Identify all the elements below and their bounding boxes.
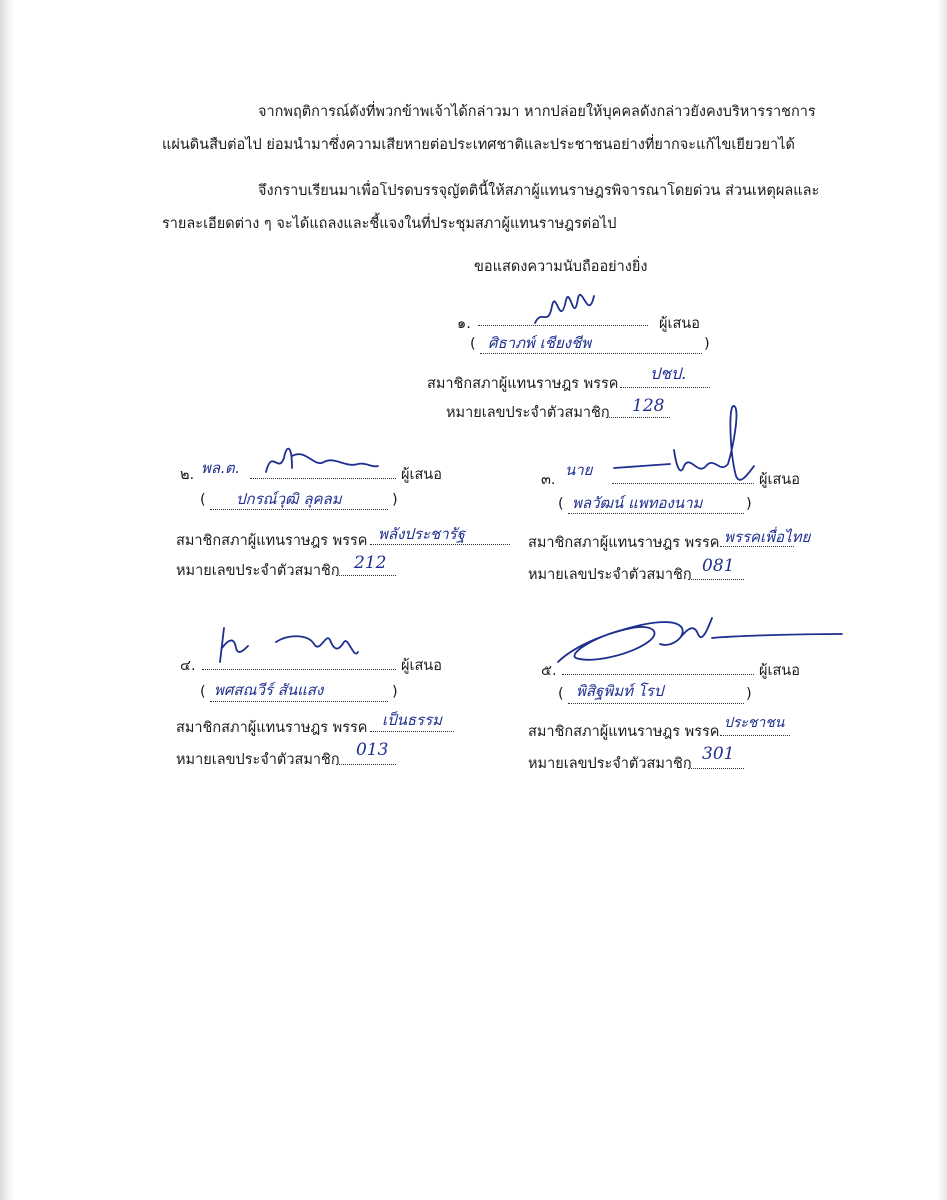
signer-4-member-no: 013 [356, 740, 389, 760]
signature-2 [262, 438, 382, 482]
signer-2-name: ปกรณ์วุฒิ ลุคลม [236, 490, 342, 508]
signer-1-member-no: 128 [632, 396, 665, 416]
signer-1-index: ๑. [457, 316, 471, 332]
signer-4-party-label: สมาชิกสภาผู้แทนราษฎร พรรค [176, 720, 368, 736]
signature-line [202, 669, 396, 670]
signer-5-party-label: สมาชิกสภาผู้แทนราษฎร พรรค [528, 724, 720, 740]
signer-5-name: พิสิฐพิมท์ โรป [576, 682, 664, 700]
signer-2-number-label: หมายเลขประจำตัวสมาชิก [176, 563, 340, 579]
signer-1-proposer-label: ผู้เสนอ [659, 316, 700, 332]
open-paren: ( [470, 336, 476, 352]
signer-2-index: ๒. [180, 467, 195, 483]
signer-3-party-label: สมาชิกสภาผู้แทนราษฎร พรรค [528, 535, 720, 551]
signer-2-party-label: สมาชิกสภาผู้แทนราษฎร พรรค [176, 533, 368, 549]
signer-3-party: พรรคเพื่อไทย [724, 528, 811, 546]
signer-3-prefix: นาย [565, 461, 593, 479]
page-shadow-right [937, 0, 947, 1200]
number-line [336, 764, 396, 765]
signer-2-member-no: 212 [354, 553, 387, 573]
signer-3-member-no: 081 [702, 556, 735, 576]
paragraph-1-line-1: จากพฤติการณ์ดังที่พวกข้าพเจ้าได้กล่าวมา หากปล่อยให้บุคคลดังกล่าวยังคงบริหารราชการ [258, 104, 816, 120]
signer-5-proposer-label: ผู้เสนอ [759, 663, 800, 679]
paragraph-1-line-2: แผ่นดินสืบต่อไป ย่อมนำมาซึ่งความเสียหายต่อประเทศชาติและประชาชนอย่างที่ยากจะแก้ไขเยียวยาได้ [162, 137, 795, 153]
signature-4 [218, 622, 368, 666]
signer-3-index: ๓. [541, 472, 556, 488]
party-line [720, 735, 790, 736]
signer-1-party-label: สมาชิกสภาผู้แทนราษฎร พรรค [427, 376, 619, 392]
signer-5-member-no: 301 [702, 744, 735, 764]
close-paren: ) [392, 492, 398, 508]
signer-3-number-label: หมายเลขประจำตัวสมาชิก [528, 567, 692, 583]
open-paren: ( [558, 496, 564, 512]
signer-3-proposer-label: ผู้เสนอ [759, 472, 800, 488]
open-paren: ( [200, 492, 206, 508]
closing-salutation: ขอแสดงความนับถืออย่างยิ่ง [474, 259, 648, 275]
close-paren: ) [704, 336, 710, 352]
number-line [688, 579, 744, 580]
signer-4-number-label: หมายเลขประจำตัวสมาชิก [176, 752, 340, 768]
signer-5-number-label: หมายเลขประจำตัวสมาชิก [528, 756, 692, 772]
number-line [336, 575, 396, 576]
party-line [620, 387, 710, 388]
close-paren: ) [746, 496, 752, 512]
open-paren: ( [558, 686, 564, 702]
paragraph-2-line-1: จึงกราบเรียนมาเพื่อโปรดบรรจุญัตตินี้ให้สภาผู้แทนราษฎรพิจารณาโดยด่วน ส่วนเหตุผลและ [258, 183, 820, 199]
close-paren: ) [392, 684, 398, 700]
number-line [688, 768, 744, 769]
signer-3-name: พลวัฒน์ แพทองนาม [572, 494, 703, 512]
signer-2-prefix: พล.ต. [201, 459, 240, 477]
signature-5 [552, 608, 852, 678]
paragraph-2-line-2: รายละเอียดต่าง ๆ จะได้แถลงและชี้แจงในที่ประชุมสภาผู้แทนราษฎรต่อไป [162, 216, 617, 232]
signer-2-party: พลังประชารัฐ [378, 525, 465, 543]
signer-5-index: ๕. [541, 663, 557, 679]
close-paren: ) [746, 686, 752, 702]
open-paren: ( [200, 684, 206, 700]
signer-1-party: ปชป. [650, 364, 687, 383]
signer-4-name: พศสณวีร์ สันแสง [214, 681, 324, 699]
signer-4-index: ๔. [180, 658, 196, 674]
signer-1-number-label: หมายเลขประจำตัวสมาชิก [446, 405, 610, 421]
signature-3 [610, 404, 760, 494]
signer-4-proposer-label: ผู้เสนอ [401, 658, 442, 674]
signer-1-name: ศิธาภพ์ เชียงชีพ [488, 334, 592, 352]
signer-4-party: เป็นธรรม [382, 711, 443, 729]
signer-2-proposer-label: ผู้เสนอ [401, 467, 442, 483]
name-line [568, 703, 744, 704]
signer-5-party: ประชาชน [724, 715, 785, 731]
page-shadow-left [0, 0, 14, 1200]
